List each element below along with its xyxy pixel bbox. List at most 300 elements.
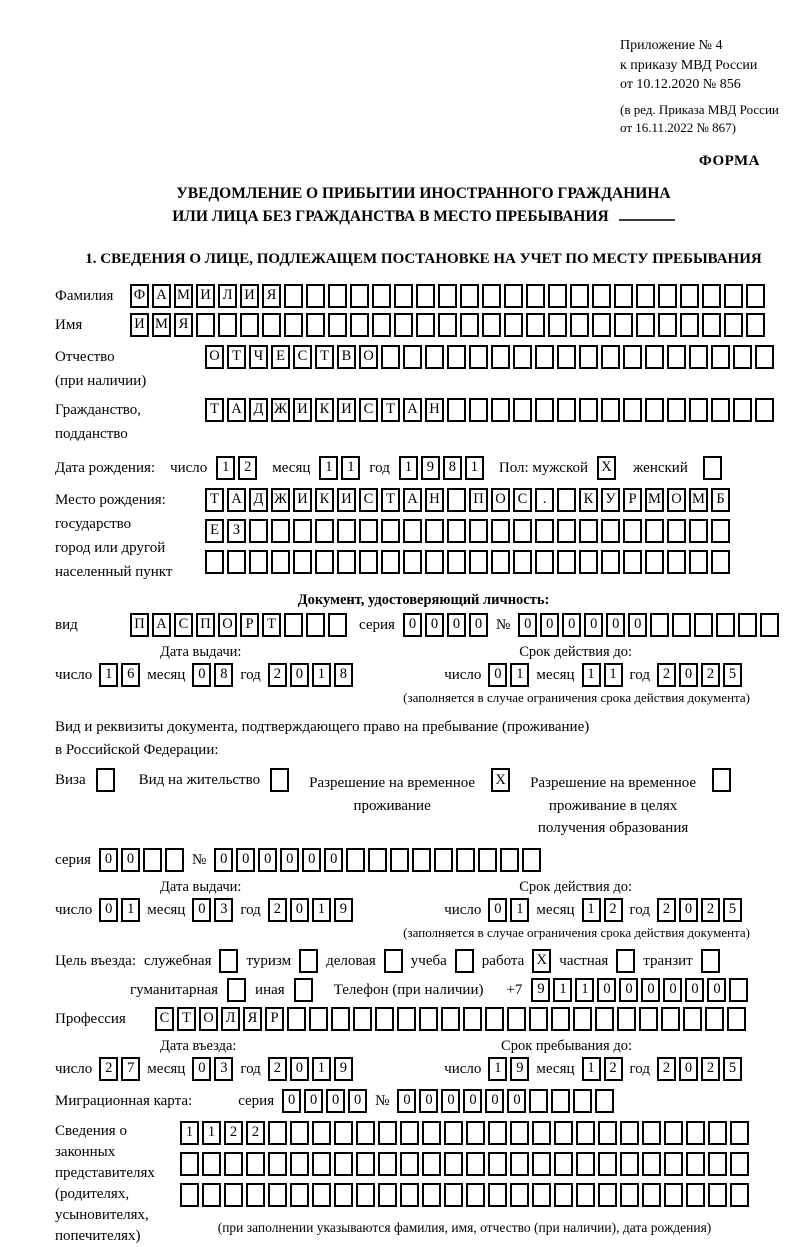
char-box[interactable]: 2 [604, 898, 623, 922]
char-box[interactable] [422, 1121, 441, 1145]
char-box[interactable]: С [359, 398, 378, 422]
char-box[interactable]: 1 [510, 898, 529, 922]
char-box[interactable]: 0 [441, 1089, 460, 1113]
char-box[interactable] [491, 345, 510, 369]
char-box[interactable] [359, 519, 378, 543]
char-box[interactable] [595, 1089, 614, 1113]
char-box[interactable]: 2 [268, 898, 287, 922]
char-box[interactable]: 1 [312, 1057, 331, 1081]
char-box[interactable] [287, 1007, 306, 1031]
char-box[interactable]: С [293, 345, 312, 369]
char-box[interactable]: Ж [271, 488, 290, 512]
char-box[interactable]: И [240, 284, 259, 308]
purpose-other-checkbox[interactable] [294, 978, 313, 1002]
char-box[interactable]: Е [205, 519, 224, 543]
char-box[interactable] [143, 848, 162, 872]
char-box[interactable] [500, 848, 519, 872]
char-box[interactable] [469, 345, 488, 369]
char-box[interactable] [491, 550, 510, 574]
edu-residence-checkbox[interactable] [712, 768, 731, 792]
char-box[interactable]: 0 [679, 663, 698, 687]
char-box[interactable] [378, 1152, 397, 1176]
char-box[interactable]: 0 [192, 1057, 211, 1081]
char-box[interactable]: С [359, 488, 378, 512]
char-box[interactable]: Б [711, 488, 730, 512]
char-box[interactable] [444, 1152, 463, 1176]
char-box[interactable]: 0 [290, 1057, 309, 1081]
char-box[interactable] [368, 848, 387, 872]
char-box[interactable]: Н [425, 488, 444, 512]
char-box[interactable] [180, 1152, 199, 1176]
char-box[interactable] [642, 1121, 661, 1145]
char-box[interactable]: 1 [399, 456, 418, 480]
char-box[interactable]: 0 [606, 613, 625, 637]
char-box[interactable] [689, 550, 708, 574]
char-box[interactable] [738, 613, 757, 637]
char-box[interactable]: Р [240, 613, 259, 637]
char-box[interactable] [469, 398, 488, 422]
char-box[interactable] [636, 284, 655, 308]
char-box[interactable] [246, 1152, 265, 1176]
char-box[interactable] [664, 1121, 683, 1145]
char-box[interactable] [513, 550, 532, 574]
char-box[interactable] [504, 313, 523, 337]
char-box[interactable] [249, 519, 268, 543]
char-box[interactable] [658, 284, 677, 308]
char-box[interactable] [390, 848, 409, 872]
char-box[interactable]: Т [227, 345, 246, 369]
char-box[interactable] [689, 398, 708, 422]
char-box[interactable] [356, 1152, 375, 1176]
char-box[interactable] [312, 1183, 331, 1207]
purpose-study-checkbox[interactable] [455, 949, 474, 973]
char-box[interactable] [711, 550, 730, 574]
char-box[interactable]: Т [205, 488, 224, 512]
char-box[interactable] [601, 345, 620, 369]
char-box[interactable] [328, 613, 347, 637]
char-box[interactable] [224, 1152, 243, 1176]
char-box[interactable] [642, 1152, 661, 1176]
char-box[interactable]: Д [249, 398, 268, 422]
char-box[interactable]: Я [262, 284, 281, 308]
char-box[interactable] [645, 519, 664, 543]
char-box[interactable] [353, 1007, 372, 1031]
char-box[interactable] [403, 550, 422, 574]
char-box[interactable]: И [337, 488, 356, 512]
char-box[interactable] [680, 313, 699, 337]
char-box[interactable] [620, 1152, 639, 1176]
char-box[interactable] [535, 550, 554, 574]
char-box[interactable]: И [196, 284, 215, 308]
char-box[interactable] [482, 313, 501, 337]
purpose-private-checkbox[interactable] [616, 949, 635, 973]
char-box[interactable] [488, 1121, 507, 1145]
char-box[interactable] [573, 1089, 592, 1113]
char-box[interactable]: 8 [334, 663, 353, 687]
char-box[interactable]: 0 [99, 848, 118, 872]
char-box[interactable] [522, 848, 541, 872]
char-box[interactable] [724, 313, 743, 337]
char-box[interactable]: 1 [312, 898, 331, 922]
char-box[interactable]: К [315, 488, 334, 512]
char-box[interactable] [240, 313, 259, 337]
char-box[interactable] [478, 848, 497, 872]
char-box[interactable] [397, 1007, 416, 1031]
residence-permit-checkbox[interactable] [270, 768, 289, 792]
char-box[interactable] [730, 1121, 749, 1145]
char-box[interactable]: Ж [271, 398, 290, 422]
char-box[interactable]: 6 [121, 663, 140, 687]
char-box[interactable]: О [218, 613, 237, 637]
char-box[interactable] [312, 1121, 331, 1145]
char-box[interactable] [576, 1183, 595, 1207]
char-box[interactable]: 1 [553, 978, 572, 1002]
char-box[interactable] [249, 550, 268, 574]
char-box[interactable]: 1 [121, 898, 140, 922]
char-box[interactable]: У [601, 488, 620, 512]
char-box[interactable] [667, 345, 686, 369]
char-box[interactable]: Е [271, 345, 290, 369]
char-box[interactable] [551, 1007, 570, 1031]
char-box[interactable]: 0 [290, 663, 309, 687]
char-box[interactable] [425, 550, 444, 574]
char-box[interactable]: 2 [657, 898, 676, 922]
char-box[interactable] [507, 1007, 526, 1031]
char-box[interactable]: 0 [584, 613, 603, 637]
char-box[interactable] [196, 313, 215, 337]
char-box[interactable] [716, 613, 735, 637]
char-box[interactable]: 0 [425, 613, 444, 637]
char-box[interactable] [202, 1152, 221, 1176]
char-box[interactable]: 2 [657, 663, 676, 687]
char-box[interactable]: 0 [304, 1089, 323, 1113]
char-box[interactable] [551, 1089, 570, 1113]
char-box[interactable] [284, 313, 303, 337]
char-box[interactable] [579, 519, 598, 543]
char-box[interactable] [315, 519, 334, 543]
char-box[interactable] [359, 550, 378, 574]
char-box[interactable]: 0 [214, 848, 233, 872]
char-box[interactable]: 0 [507, 1089, 526, 1113]
char-box[interactable] [664, 1183, 683, 1207]
char-box[interactable]: . [535, 488, 554, 512]
char-box[interactable]: Т [381, 488, 400, 512]
char-box[interactable] [554, 1152, 573, 1176]
char-box[interactable] [315, 550, 334, 574]
char-box[interactable] [337, 519, 356, 543]
visa-checkbox[interactable] [96, 768, 115, 792]
char-box[interactable]: Ч [249, 345, 268, 369]
char-box[interactable] [733, 398, 752, 422]
char-box[interactable] [488, 1183, 507, 1207]
char-box[interactable] [729, 978, 748, 1002]
char-box[interactable]: 2 [701, 1057, 720, 1081]
char-box[interactable] [350, 313, 369, 337]
char-box[interactable]: 1 [604, 663, 623, 687]
char-box[interactable]: 1 [575, 978, 594, 1002]
char-box[interactable] [350, 284, 369, 308]
char-box[interactable] [557, 398, 576, 422]
char-box[interactable]: 1 [582, 898, 601, 922]
sex-female-checkbox[interactable] [703, 456, 722, 480]
char-box[interactable] [284, 284, 303, 308]
char-box[interactable]: 0 [485, 1089, 504, 1113]
char-box[interactable]: О [199, 1007, 218, 1031]
sex-male-checkbox[interactable]: X [597, 456, 616, 480]
char-box[interactable]: Р [623, 488, 642, 512]
char-box[interactable]: А [403, 488, 422, 512]
char-box[interactable] [400, 1121, 419, 1145]
char-box[interactable] [620, 1183, 639, 1207]
char-box[interactable] [535, 345, 554, 369]
char-box[interactable] [202, 1183, 221, 1207]
char-box[interactable]: 0 [628, 613, 647, 637]
char-box[interactable]: 0 [463, 1089, 482, 1113]
char-box[interactable] [592, 284, 611, 308]
char-box[interactable] [482, 284, 501, 308]
char-box[interactable] [491, 519, 510, 543]
char-box[interactable] [573, 1007, 592, 1031]
char-box[interactable]: 0 [562, 613, 581, 637]
char-box[interactable] [686, 1152, 705, 1176]
char-box[interactable] [419, 1007, 438, 1031]
char-box[interactable] [554, 1121, 573, 1145]
char-box[interactable] [381, 550, 400, 574]
char-box[interactable] [579, 345, 598, 369]
char-box[interactable] [356, 1183, 375, 1207]
char-box[interactable] [617, 1007, 636, 1031]
char-box[interactable] [416, 313, 435, 337]
char-box[interactable]: 7 [121, 1057, 140, 1081]
char-box[interactable]: 0 [397, 1089, 416, 1113]
char-box[interactable]: 0 [258, 848, 277, 872]
char-box[interactable] [444, 1183, 463, 1207]
char-box[interactable] [290, 1183, 309, 1207]
char-box[interactable]: О [491, 488, 510, 512]
char-box[interactable] [290, 1121, 309, 1145]
char-box[interactable] [513, 519, 532, 543]
char-box[interactable] [548, 284, 567, 308]
char-box[interactable] [623, 519, 642, 543]
char-box[interactable] [570, 284, 589, 308]
char-box[interactable] [598, 1152, 617, 1176]
char-box[interactable] [513, 398, 532, 422]
char-box[interactable] [328, 284, 347, 308]
char-box[interactable] [686, 1183, 705, 1207]
char-box[interactable] [636, 313, 655, 337]
char-box[interactable] [730, 1152, 749, 1176]
char-box[interactable] [224, 1183, 243, 1207]
char-box[interactable] [400, 1183, 419, 1207]
char-box[interactable]: Т [205, 398, 224, 422]
char-box[interactable] [532, 1152, 551, 1176]
char-box[interactable]: 8 [443, 456, 462, 480]
char-box[interactable] [579, 550, 598, 574]
char-box[interactable]: 0 [679, 1057, 698, 1081]
char-box[interactable] [639, 1007, 658, 1031]
char-box[interactable]: 0 [290, 898, 309, 922]
char-box[interactable]: А [227, 488, 246, 512]
char-box[interactable] [526, 284, 545, 308]
purpose-business-checkbox[interactable] [384, 949, 403, 973]
char-box[interactable] [180, 1183, 199, 1207]
char-box[interactable]: 9 [421, 456, 440, 480]
char-box[interactable] [601, 550, 620, 574]
char-box[interactable] [623, 550, 642, 574]
char-box[interactable] [705, 1007, 724, 1031]
char-box[interactable] [381, 519, 400, 543]
char-box[interactable] [334, 1183, 353, 1207]
char-box[interactable] [306, 613, 325, 637]
char-box[interactable] [434, 848, 453, 872]
char-box[interactable]: Т [262, 613, 281, 637]
char-box[interactable] [284, 613, 303, 637]
char-box[interactable] [510, 1121, 529, 1145]
char-box[interactable]: 9 [334, 898, 353, 922]
char-box[interactable] [425, 519, 444, 543]
char-box[interactable] [165, 848, 184, 872]
char-box[interactable]: 1 [312, 663, 331, 687]
char-box[interactable] [598, 1183, 617, 1207]
char-box[interactable] [375, 1007, 394, 1031]
char-box[interactable] [557, 550, 576, 574]
char-box[interactable] [532, 1183, 551, 1207]
char-box[interactable] [447, 519, 466, 543]
char-box[interactable] [218, 313, 237, 337]
char-box[interactable]: А [403, 398, 422, 422]
char-box[interactable] [447, 398, 466, 422]
char-box[interactable]: О [205, 345, 224, 369]
char-box[interactable] [623, 398, 642, 422]
char-box[interactable] [268, 1121, 287, 1145]
char-box[interactable] [469, 519, 488, 543]
char-box[interactable] [664, 1152, 683, 1176]
char-box[interactable]: 2 [99, 1057, 118, 1081]
char-box[interactable] [293, 550, 312, 574]
char-box[interactable] [312, 1152, 331, 1176]
char-box[interactable]: А [152, 284, 171, 308]
char-box[interactable] [447, 345, 466, 369]
char-box[interactable] [645, 398, 664, 422]
char-box[interactable]: 0 [469, 613, 488, 637]
char-box[interactable]: 1 [510, 663, 529, 687]
char-box[interactable]: О [667, 488, 686, 512]
char-box[interactable]: 1 [202, 1121, 221, 1145]
char-box[interactable] [557, 345, 576, 369]
char-box[interactable] [755, 345, 774, 369]
char-box[interactable] [623, 345, 642, 369]
char-box[interactable] [510, 1183, 529, 1207]
char-box[interactable]: Л [221, 1007, 240, 1031]
char-box[interactable] [680, 284, 699, 308]
char-box[interactable]: 5 [723, 1057, 742, 1081]
purpose-tourism-checkbox[interactable] [299, 949, 318, 973]
char-box[interactable] [394, 313, 413, 337]
char-box[interactable] [532, 1121, 551, 1145]
char-box[interactable] [708, 1183, 727, 1207]
char-box[interactable] [661, 1007, 680, 1031]
char-box[interactable] [760, 613, 779, 637]
char-box[interactable]: 2 [246, 1121, 265, 1145]
char-box[interactable] [513, 345, 532, 369]
char-box[interactable] [485, 1007, 504, 1031]
char-box[interactable] [466, 1121, 485, 1145]
char-box[interactable]: 2 [268, 663, 287, 687]
char-box[interactable]: 0 [641, 978, 660, 1002]
char-box[interactable]: 1 [216, 456, 235, 480]
char-box[interactable] [592, 313, 611, 337]
char-box[interactable] [246, 1183, 265, 1207]
char-box[interactable]: 1 [488, 1057, 507, 1081]
char-box[interactable] [412, 848, 431, 872]
char-box[interactable]: 0 [192, 663, 211, 687]
char-box[interactable]: 0 [447, 613, 466, 637]
char-box[interactable] [579, 398, 598, 422]
char-box[interactable] [694, 613, 713, 637]
char-box[interactable] [535, 398, 554, 422]
char-box[interactable] [378, 1121, 397, 1145]
char-box[interactable]: 0 [518, 613, 537, 637]
char-box[interactable] [460, 313, 479, 337]
char-box[interactable]: 0 [597, 978, 616, 1002]
char-box[interactable] [306, 284, 325, 308]
char-box[interactable]: З [227, 519, 246, 543]
char-box[interactable] [645, 345, 664, 369]
char-box[interactable]: М [152, 313, 171, 337]
char-box[interactable]: 0 [663, 978, 682, 1002]
char-box[interactable]: 0 [685, 978, 704, 1002]
char-box[interactable]: 1 [465, 456, 484, 480]
char-box[interactable] [422, 1183, 441, 1207]
char-box[interactable]: 0 [324, 848, 343, 872]
char-box[interactable]: М [645, 488, 664, 512]
char-box[interactable] [271, 519, 290, 543]
char-box[interactable] [711, 519, 730, 543]
char-box[interactable] [337, 550, 356, 574]
char-box[interactable] [422, 1152, 441, 1176]
char-box[interactable]: 0 [488, 898, 507, 922]
char-box[interactable]: 0 [192, 898, 211, 922]
char-box[interactable] [658, 313, 677, 337]
char-box[interactable] [746, 284, 765, 308]
char-box[interactable]: 0 [679, 898, 698, 922]
char-box[interactable] [444, 1121, 463, 1145]
char-box[interactable] [667, 519, 686, 543]
char-box[interactable] [372, 284, 391, 308]
char-box[interactable] [708, 1152, 727, 1176]
char-box[interactable] [642, 1183, 661, 1207]
char-box[interactable] [755, 398, 774, 422]
char-box[interactable]: С [513, 488, 532, 512]
char-box[interactable] [469, 550, 488, 574]
char-box[interactable] [667, 398, 686, 422]
char-box[interactable]: 1 [180, 1121, 199, 1145]
char-box[interactable] [400, 1152, 419, 1176]
char-box[interactable] [447, 488, 466, 512]
char-box[interactable]: Т [177, 1007, 196, 1031]
char-box[interactable]: А [152, 613, 171, 637]
char-box[interactable] [290, 1152, 309, 1176]
char-box[interactable] [463, 1007, 482, 1031]
char-box[interactable]: 0 [488, 663, 507, 687]
char-box[interactable] [645, 550, 664, 574]
char-box[interactable] [403, 519, 422, 543]
char-box[interactable]: Д [249, 488, 268, 512]
char-box[interactable] [711, 345, 730, 369]
char-box[interactable]: 2 [701, 663, 720, 687]
char-box[interactable]: О [359, 345, 378, 369]
char-box[interactable] [672, 613, 691, 637]
